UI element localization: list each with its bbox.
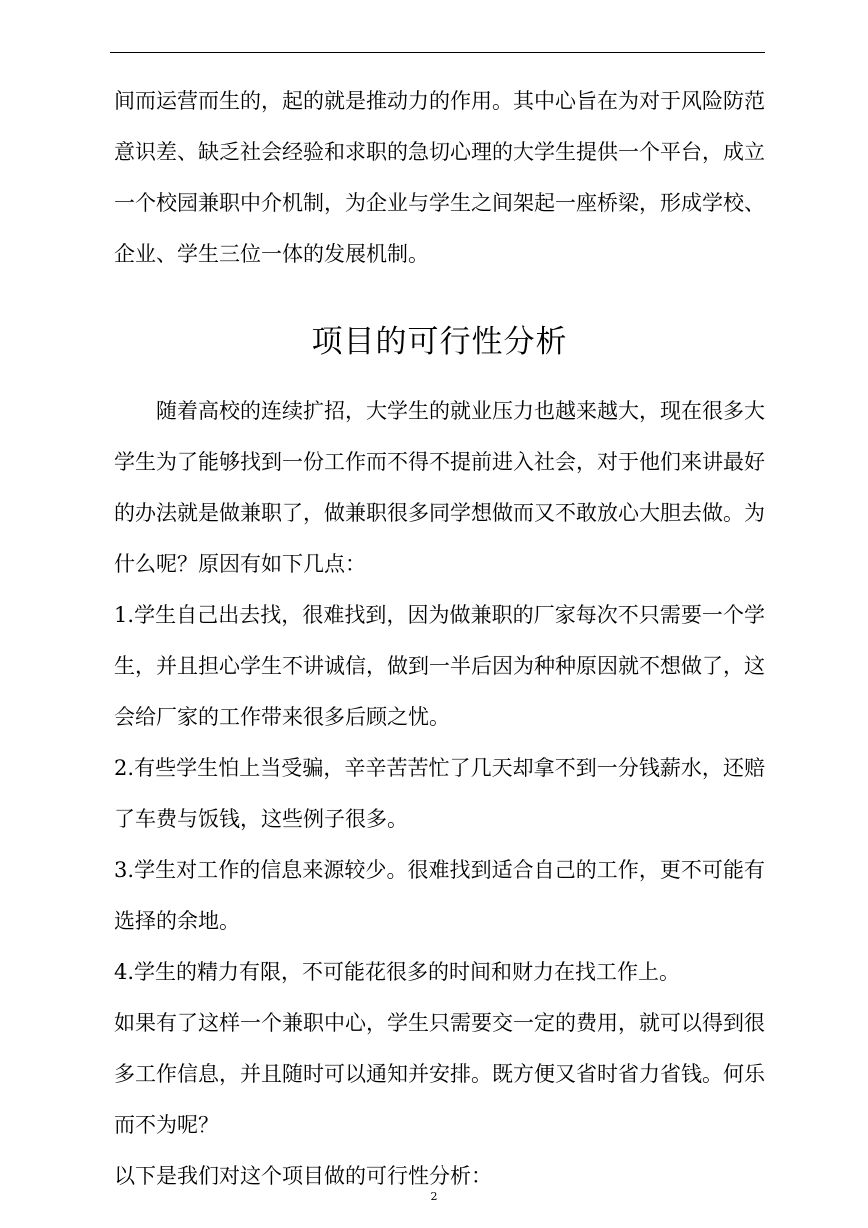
- reason-item-3: 3.学生对工作的信息来源较少。很难找到适合自己的工作，更不可能有选择的余地。: [114, 858, 765, 933]
- section-title: 项目的可行性分析: [311, 324, 568, 360]
- body-paragraph: 随着高校的连续扩招，大学生的就业压力也越来越大，现在很多大学生为了能够找到一份工作而不得不提前进入社会，对于他们来讲最好的办法就是做兼职了，做兼职很多同学想做而又不敢放心大胆去做。为什么呢？原因有如下几点：: [114, 399, 765, 576]
- page-number: 2: [430, 1190, 438, 1203]
- reason-item-1: 1.学生自己出去找，很难找到，因为做兼职的厂家每次不只需要一个学生，并且担心学生不讲诚信，做到一半后因为种种原因就不想做了，这会给厂家的工作带来很多后顾之忧。: [114, 603, 765, 729]
- header-rule: [110, 52, 765, 53]
- reason-item-4: 4.学生的精力有限，不可能花很多的时间和财力在找工作上。: [114, 960, 681, 984]
- body-paragraph: 如果有了这样一个兼职中心，学生只需要交一定的费用，就可以得到很多工作信息，并且随时可以通知并安排。既方便又省时省力省钱。何乐而不为呢？: [114, 1011, 765, 1137]
- reason-item-2: 2.有些学生怕上当受骗，辛辛苦苦忙了几天却拿不到一分钱薪水，还赔了车费与饭钱，这些例子很多。: [114, 756, 765, 831]
- intro-paragraph: 间而运营而生的，起的就是推动力的作用。其中心旨在为对于风险防范意识差、缺乏社会经验和求职的急切心理的大学生提供一个平台，成立一个校园兼职中介机制，为企业与学生之间架起一座桥梁，形成学校、企业、学生三位一体的发展机制。: [114, 89, 765, 266]
- page-content: [114, 76, 765, 1202]
- body-paragraph: 以下是我们对这个项目做的可行性分析：: [114, 1164, 492, 1188]
